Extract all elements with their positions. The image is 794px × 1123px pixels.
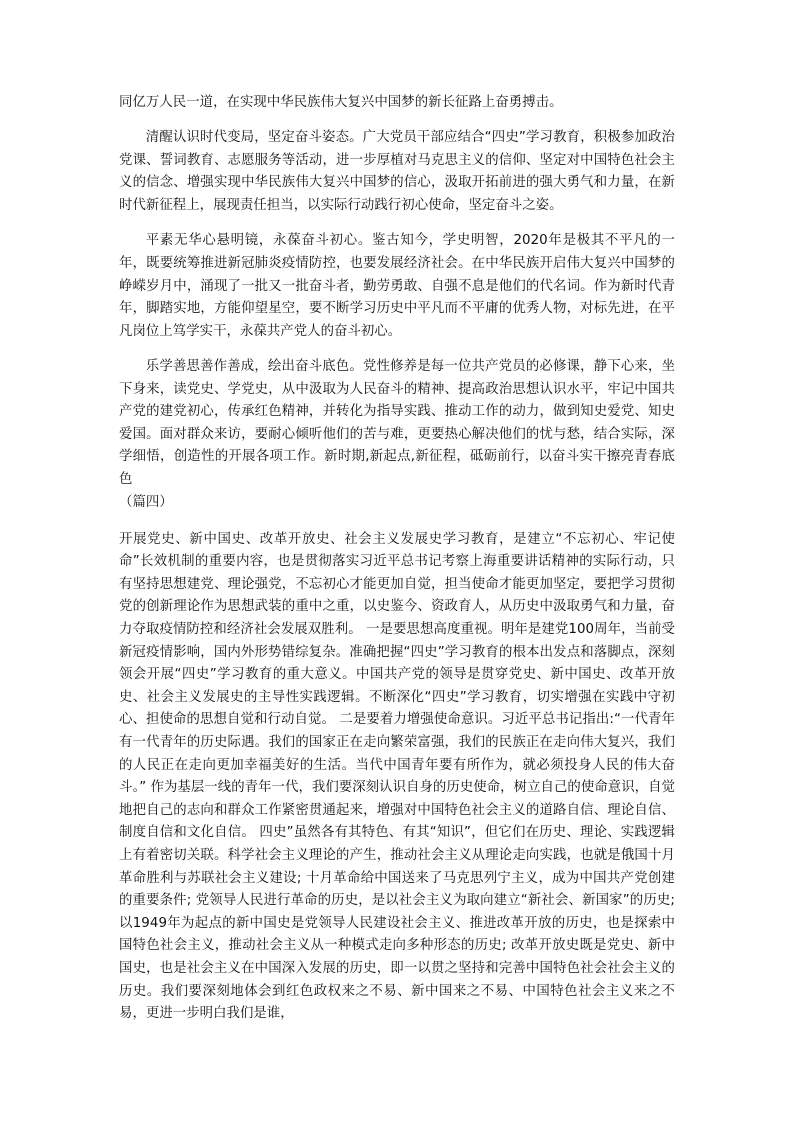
paragraph-clear-understanding: 清醒认识时代变局，坚定奋斗姿态。广大党员干部应结合“四史”学习教育，积极参加政治党课、誓词教育、志愿服务等活动，进一步厚植对马克思主义的信仰、坚定对中国特色社会主义的信念、增强实现中华民族伟大复兴中国梦的信心，汲取开拓前进的强大勇气和力量，在新时代新征程上，展现责任担当，以实际行动践行初心使命，坚定奋斗之姿。 [119,130,675,214]
paragraph-study-and-think: 乐学善思善作善成，绘出奋斗底色。党性修养是每一位共产党员的必修课，静下心来，坐下身来，读党史、学党史，从中汲取为人民奋斗的精神、提高政治思想认识水平，牢记中国共产党的建党初心，传承红色精神，并转化为指导实践、推动工作的动力，做到知史爱党、知史爱国。面对群众来访，要耐心倾听他们的苦与难，更要热心解决他们的忧与愁，结合实际，深学细悟，创造性的开展各项工作。新时期,新起点,新征程，砥砺前行，以奋斗实干擦亮青春底色 [119,359,675,487]
paragraph-original-aspiration: 平素无华心悬明镜，永葆奋斗初心。鉴古知今，学史明智，2020年是极其不平凡的一年，既要统筹推进新冠肺炎疫情防控，也要发展经济社会。在中华民族开启伟大复兴中国梦的峥嵘岁月中，涌现了一批又一批奋斗者，勤劳勇敢、自强不息是他们的代名词。作为新时代青年，脚踏实地，方能仰望星空，要不断学习历史中平凡而不平庸的优秀人物，对标先进，在平凡岗位上笃学实干，永葆共产党人的奋斗初心。 [119,233,675,339]
section-heading-part-four: （篇四） [119,494,173,510]
paragraph-continuation: 同亿万人民一道，在实现中华民族伟大复兴中国梦的新长征路上奋勇搏击。 [119,95,563,110]
paragraph-four-histories: 开展党史、新中国史、改革开放史、社会主义发展史学习教育，是建立“不忘初心、牢记使命”长效机制的重要内容，也是贯彻落实习近平总书记考察上海重要讲话精神的实际行动，只有坚持思想建党、理论强党，不忘初心才能更加自觉，担当使命才能更加坚定，要把学习贯彻党的创新理论作为思想武装的重中之重，以史鉴今、资政育人，从历史中汲取勇气和力量，奋力夺取疫情防控和经济社会发展双胜利。 一是要思想高度重视。明年是建党100周年，当前受新冠疫情影响，国内外形势错综复杂。准确把握“四史”学习教育的根本出发点和落脚点，深刻领会开展“四史”学习教育的重大意义。中国共产党的领导是贯穿党史、新中国史、改革开放史、社会主义发展史的主导性实践逻辑。不断深化“四史”学习教育，切实增强在实践中守初心、担使命的思想自觉和行动自觉。 二是要着力增强使命意识。习近平总书记指出:“一代青年有一代青年的历史际遇。我们的国家正在走向繁荣富强，我们的民族正在走向伟大复兴，我们的人民正在走向更加幸福美好的生活。当代中国青年要有所作为，就必须投身人民的伟大奋斗。” 作为基层一线的青年一代，我们要深刻认识自身的历史使命，树立自己的使命意识，自觉地把自己的志向和群众工作紧密贯通起来，增强对中国特色社会主义的道路自信、理论自信、制度自信和文化自信。 四史”虽然各有其特色、有其“知识”，但它们在历史、理论、实践逻辑上有着密切关联。科学社会主义理论的产生，推动社会主义从理论走向实践，也就是俄国十月革命胜利与苏联社会主义建设; 十月革命给中国送来了马克思列宁主义，成为中国共产党创建的重要条件; 党领导人民进行革命的历史，是以社会主义为取向建立“新社会、新国家”的历史; 以1949年为起点的新中国史是党领导人民建设社会主义、推进改革开放的历史，也是探索中国特色社会主义，推动社会主义从一种模式走向多种形态的历史; 改革开放史既是党史、新中国史，也是社会主义在中国深入发展的历史，即一以贯之坚持和完善中国特色社会社会主义的历史。我们要深刻地体会到红色政权来之不易、新中国来之不易、中国特色社会主义来之不易，更进一步明白我们是谁， [119,531,675,1022]
document-body [119,92,675,1026]
